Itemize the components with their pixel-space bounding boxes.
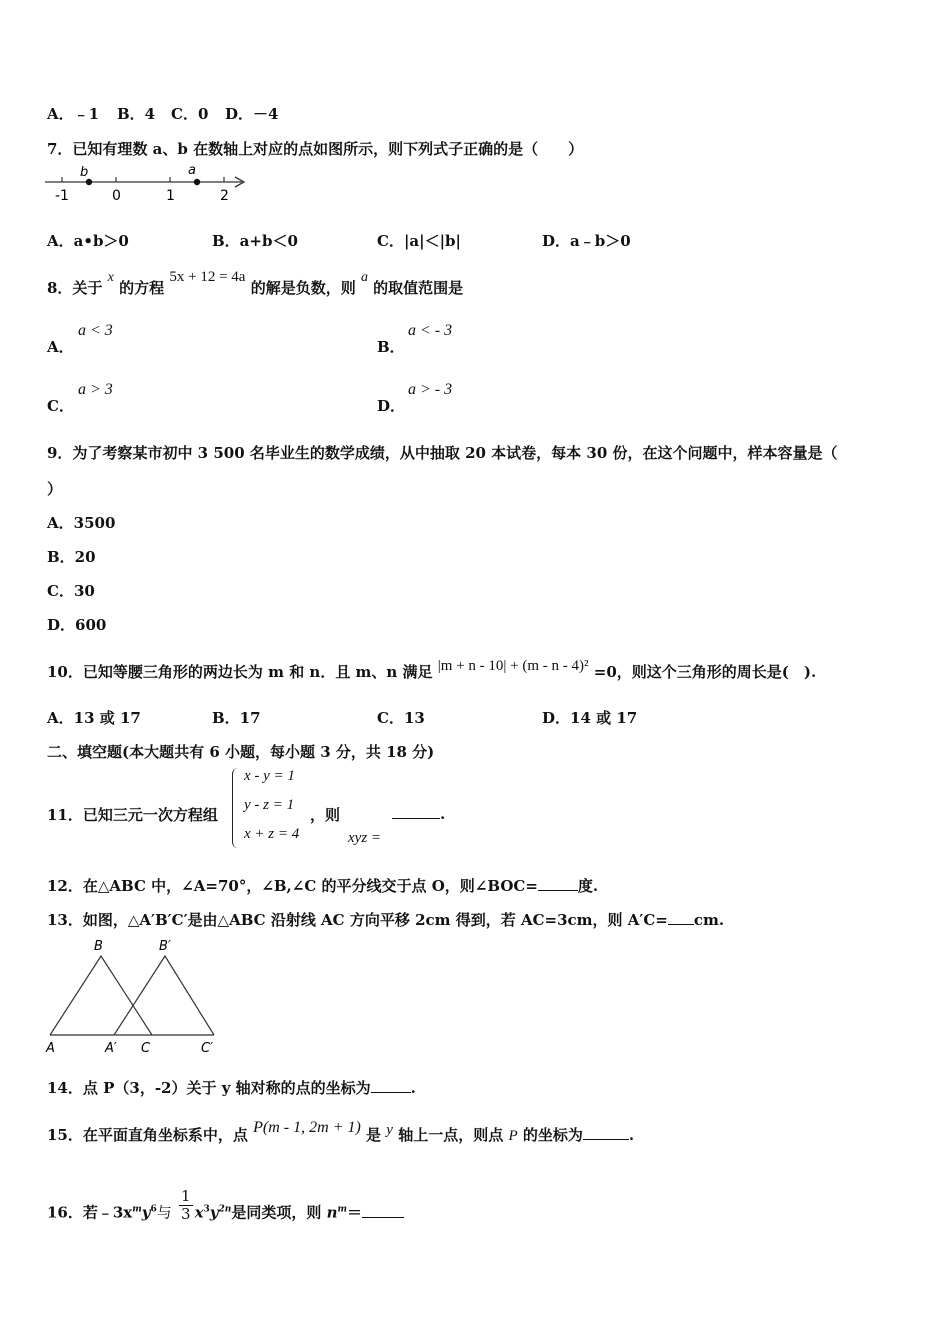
- q9-stem-line1: 9．为了考察某市初中 3 500 名毕业生的数学成绩，从中抽取 20 本试卷，每本 30 份，在这个问题中，样本容量是（: [47, 444, 838, 462]
- q15-prefix: 15．在平面直角坐标系中，点: [47, 1126, 248, 1144]
- q16-eq: ＝: [347, 1203, 363, 1222]
- q11-eq-1: x - y = 1: [244, 768, 295, 784]
- q16-exp-3: 3: [203, 1204, 210, 1215]
- q11-answer: [392, 804, 445, 823]
- section-title: 二、填空题(本大题共有 6 小题，每小题 3 分，共 18 分): [47, 743, 435, 761]
- q11-brace-icon: [232, 768, 241, 848]
- q6-option-d: D．－4: [225, 105, 279, 123]
- q9-option-c: C．30: [47, 582, 95, 600]
- label-b: B: [94, 939, 103, 954]
- q16-exp-m2: m: [337, 1204, 348, 1215]
- label-a-prime: A′: [105, 1041, 117, 1056]
- q14-blank[interactable]: [371, 1078, 411, 1093]
- q14-suffix: .: [410, 1079, 416, 1097]
- q12-suffix: 度.: [577, 877, 599, 895]
- triangle-a-prime-b-prime-c-prime: [114, 956, 214, 1035]
- q7-number-line: [42, 160, 252, 210]
- q8-option-b-expr: a < - 3: [408, 322, 453, 339]
- q9-option-d: D．600: [47, 616, 107, 634]
- q8-option-b-letter: B．: [377, 338, 405, 356]
- point-b-label: b: [80, 165, 89, 180]
- q15-var-y: y: [386, 1122, 393, 1138]
- q16-exp-6: 6: [150, 1204, 157, 1215]
- q7-option-b: B．a+b＜0: [212, 232, 298, 250]
- label-b-prime: B′: [159, 939, 171, 954]
- q10-prefix: 10．已知等腰三角形的两边长为 m 和 n．且 m、n 满足: [47, 663, 433, 681]
- q16-x2: x: [194, 1203, 204, 1222]
- q13-blank[interactable]: [668, 910, 694, 925]
- q15-mid1: 是: [366, 1126, 382, 1144]
- label-c: C: [141, 1041, 151, 1056]
- q8-var-x: x: [107, 270, 114, 285]
- q16-frac-num: 1: [181, 1187, 191, 1205]
- q9-option-b: B．20: [47, 548, 96, 566]
- tick-label-3: 2: [220, 188, 229, 204]
- q11-eq-2: y - z = 1: [244, 797, 295, 813]
- q16-y2: y: [209, 1203, 219, 1222]
- q6-option-a: A．﹣1: [47, 105, 100, 123]
- q13-stem: [47, 909, 724, 930]
- q13-text: 13．如图，△A′B′C′是由△ABC 沿射线 AC 方向平移 2cm 得到，若 AC=3cm，则 A′C=: [47, 911, 668, 929]
- q6-options: [47, 103, 278, 124]
- q16-y: y: [141, 1203, 151, 1222]
- q16-mid: 与: [156, 1203, 172, 1222]
- q10-option-d: D．14 或 17: [542, 709, 638, 727]
- q16-fraction: [179, 1188, 193, 1223]
- q6-option-c: C．0: [171, 105, 209, 123]
- q15-blank[interactable]: [583, 1125, 629, 1140]
- q10-stem: [47, 658, 817, 682]
- q16-prefix: 16．若﹣3x: [47, 1203, 133, 1222]
- point-a: [194, 179, 200, 185]
- q14-stem: [47, 1077, 416, 1098]
- q10-option-c: C．13: [377, 709, 425, 727]
- q8-stem: [47, 269, 464, 298]
- q8-option-a-letter: A．: [47, 338, 74, 356]
- q15-suffix: .: [628, 1126, 635, 1144]
- q6-option-b: B．4: [117, 105, 156, 123]
- q15-point: P(m - 1, 2m + 1): [253, 1119, 361, 1136]
- q9-option-a: A．3500: [47, 514, 116, 532]
- q10-option-a: A．13 或 17: [47, 709, 141, 727]
- q8-suffix: 的取值范围是: [373, 279, 464, 297]
- triangle-abc: [50, 956, 152, 1035]
- q12-blank[interactable]: [538, 876, 578, 891]
- q16-frac-den: 3: [181, 1205, 191, 1223]
- q12-text: 12．在△ABC 中，∠A=70°，∠B,∠C 的平分线交于点 O，则∠BOC=: [47, 877, 538, 895]
- q10-options: [47, 707, 637, 728]
- point-a-label: a: [188, 163, 196, 178]
- q12-stem: [47, 875, 598, 896]
- q7-option-d: D．a﹣b＞0: [542, 232, 631, 250]
- tick-label-1: 0: [112, 188, 121, 204]
- q8-mid1: 的方程: [119, 279, 165, 297]
- q11-end: .: [440, 805, 446, 823]
- q11-mid: ，则: [310, 806, 341, 824]
- q15-stem: [47, 1119, 635, 1145]
- q15-mid2: 轴上一点，则点: [398, 1126, 504, 1144]
- label-c-prime: C′: [201, 1041, 214, 1056]
- q11-prefix: 11．已知三元一次方程组: [47, 806, 218, 824]
- q10-option-b: B．17: [212, 709, 261, 727]
- q16-n: n: [326, 1203, 338, 1222]
- q8-option-c-letter: C．: [47, 397, 74, 415]
- q16-exp-2n: 2n: [218, 1204, 232, 1215]
- q7-option-a: A．a•b＞0: [47, 232, 129, 250]
- q15-var-p: P: [508, 1128, 518, 1144]
- q8-equation: 5x + 12 = 4a: [169, 269, 246, 285]
- q8-option-c-expr: a > 3: [78, 381, 113, 398]
- q13-suffix: cm.: [693, 911, 725, 929]
- q11-blank[interactable]: [392, 804, 440, 819]
- q14-text: 14．点 P（3，-2）关于 y 轴对称的点的坐标为: [47, 1079, 371, 1097]
- label-a: A: [46, 1041, 55, 1056]
- q13-figure: [44, 934, 220, 1058]
- q11-target: xyz =: [348, 830, 382, 846]
- tick-label-2: 1: [166, 188, 175, 204]
- q7-option-c: C．|a|＜|b|: [377, 232, 461, 250]
- q16-stem: [47, 1187, 404, 1231]
- q10-suffix: =0，则这个三角形的周长是( ).: [593, 663, 817, 681]
- q8-prefix: 8．关于: [47, 279, 103, 297]
- q16-exp-m: m: [132, 1204, 142, 1215]
- q16-blank[interactable]: [362, 1203, 404, 1218]
- q8-mid2: 的解是负数，则: [250, 279, 356, 297]
- q9-stem-line2: ）: [47, 480, 63, 498]
- q8-option-d-letter: D．: [377, 397, 406, 415]
- q7-options: [47, 230, 631, 251]
- q8-option-a-expr: a < 3: [78, 322, 113, 339]
- q8-option-d-expr: a > - 3: [408, 381, 453, 398]
- q7-stem: 7．已知有理数 a、b 在数轴上对应的点如图所示，则下列式子正确的是（ ）: [47, 140, 584, 158]
- q8-var-a: a: [360, 270, 368, 285]
- q11-eq-3: x + z = 4: [244, 826, 300, 842]
- q15-mid3: 的坐标为: [522, 1126, 583, 1144]
- q10-expression: |m + n - 10| + (m - n - 4)²: [437, 658, 589, 674]
- tick-label-0: -1: [55, 188, 69, 204]
- q16-mid2: 是同类项，则: [231, 1203, 322, 1222]
